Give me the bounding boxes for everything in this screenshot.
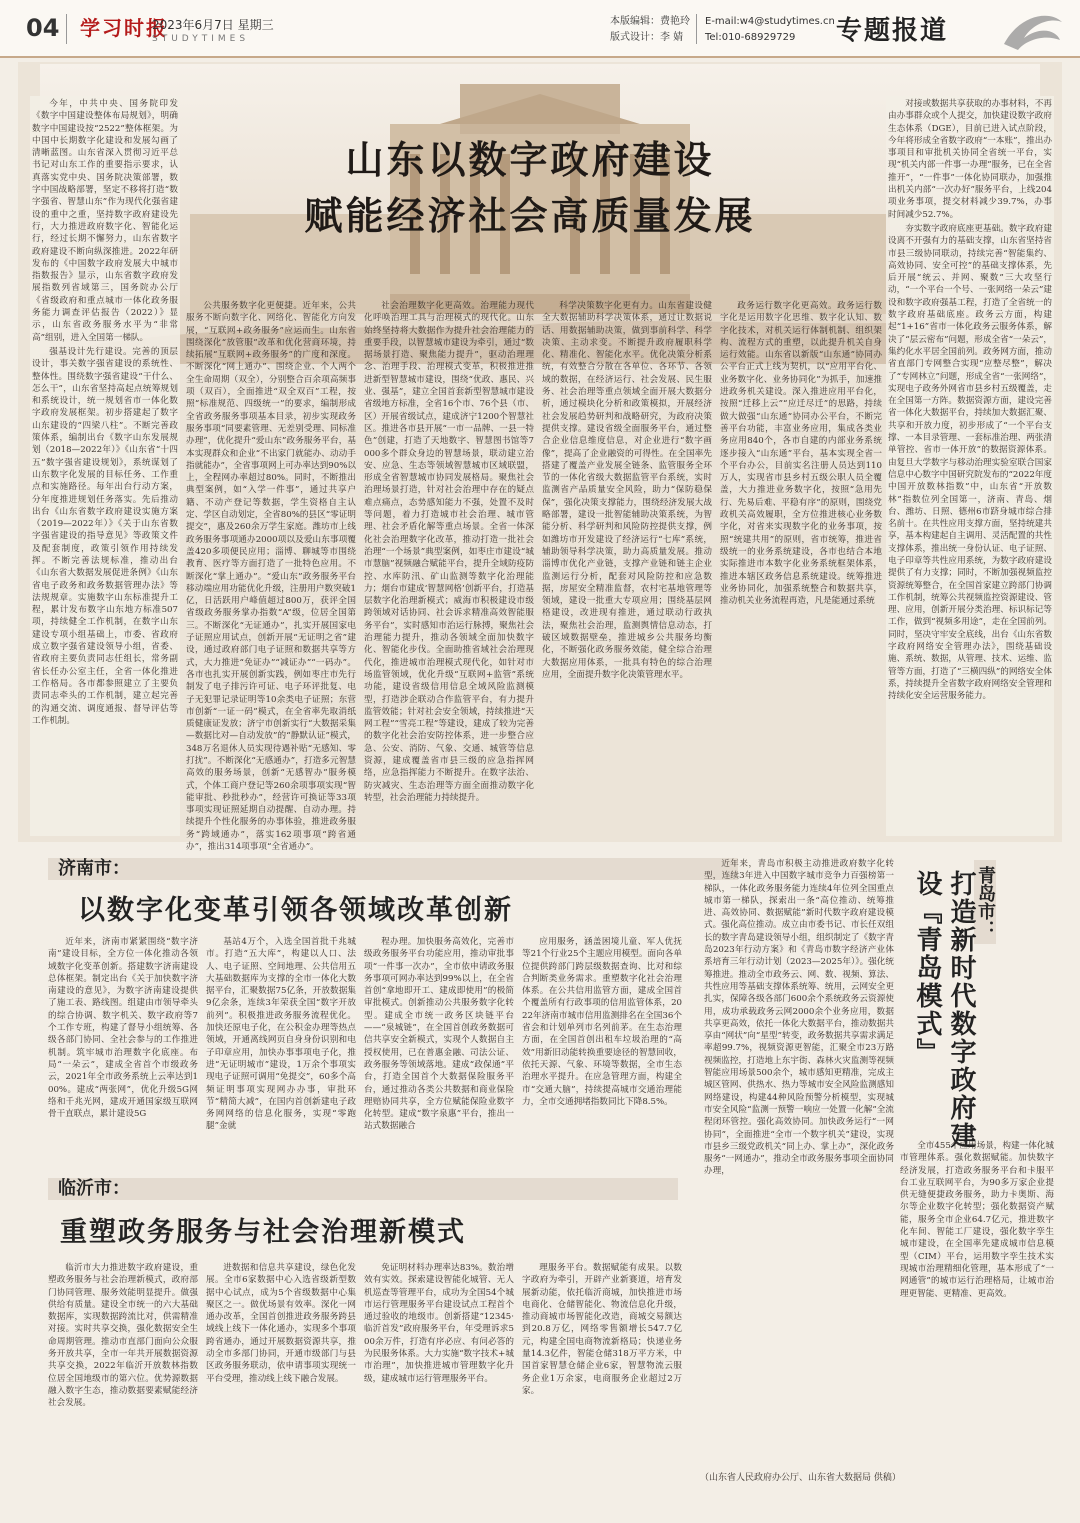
headline-line-2: 赋能经济社会高质量发展 bbox=[304, 194, 756, 238]
linyi-column-4 bbox=[522, 1262, 682, 1462]
jinan-column-3 bbox=[364, 936, 514, 1166]
jinan-column-1 bbox=[48, 936, 198, 1166]
jinan-column-2 bbox=[206, 936, 356, 1166]
linyi-column-2 bbox=[206, 1262, 356, 1462]
feature-column-1 bbox=[32, 98, 178, 833]
headline-line-1: 山东以数字政府建设 bbox=[345, 138, 715, 182]
feature-column-3 bbox=[364, 300, 534, 835]
paragraph: 程办理。加快服务高效化，完善市级政务服务平台功能应用，推动审批事项“一件事一次办”，全市依申请政务服务事项可网办率达到99%以上，在全省首创“拿地即开工、建成即使用”的极简审批模式。创新推动公共服务数字化转型。建成全市统一政务区块链平台——“泉城链”，在全国首创政务数据可信共享安全新模式，实现个人数据自主授权使用，已在普惠金融、司法公证、政务服务等领域落地。建成“政保通”平台，打造全国首个大数据保险服务平台，通过推动各类公共数据和商业保险理赔协同共享，全方位赋能保险业数字化转型。建成“数字泉惠”平台，推出一站式数据融合 bbox=[364, 937, 514, 1132]
feature-column-6 bbox=[888, 98, 1052, 833]
qingdao-column-2 bbox=[900, 1140, 1054, 1458]
email: E-mail:w4@studytimes.cn bbox=[705, 16, 835, 27]
paragraph: 科学决策数字化更有力。山东省建设健全大数据辅助科学决策体系，通过让数据说话、用数据辅助决策，做到事前科学、科学决策、主动求变。不断提升政府履职科学化、精准化、智能化水平。优化决策分析系统，有效整合分散在各单位、各环节、各领域的数据，在经济运行、社会发展、民生服务、社会治理等重点领域全面开展大数据分析，通过模块化分析和政策模拟，开展经济社会发展趋势研判和战略研究，为政府决策提供支撑。建设省级全面服务平台，通过整合企业信息维度信息，对企业进行“数字画像”，提高了企业融资的可得性。在全国率先搭建了覆盖产业发展全链条、监管服务全环节的一体化省级大数据监管平台系统，实时监测省产品质量安全风险，助力“保防稳保保”，强化决策支撑能力，围绕经济发展大战略部署，建设一批智能辅助决策系统，为智能分析、科学研判和风险防控提供支撑，例如潍坊市开发建设了经济运行“七库”系统，辅助领导科学决策，助力高质量发展。推动淄博市优化产业链，支撑产业链和链主企业监测运行分析，配套对风险防控和应急数据，房屋安全精准监督，农村宅基地管理等领域，建设一批重大专项应用；围绕基层网格建设，改进现有推进，通过联动行政执法，聚焦社会治理，监测舆情信息动态，打破区域数据壁垒，推进城乡公共服务均衡化，不断强化政务服务效能，健全综合治理大数据应用体系，一批具有特色的综合治理应用，全面提升数字化决策管理水平。 bbox=[542, 301, 712, 680]
paragraph: 理服务平台。数据赋能有成果。以数字政府为牵引，开辟产业新赛道，培育发展新动能，依托临沂商城，加快推进市场电商化、仓储智能化、物流信息化升级，推动商城市场智能化改造，商城交易额达到20.8万亿，网络零售额增长547.7亿元，构建全国电商物流新格局；快递业务量14.3亿件，智能仓储318万平方米，中国首家智慧仓储企业6家，智慧物流云服务企业1万余家，电商服务企业超过2万家。 bbox=[522, 1263, 682, 1396]
paragraph: 基站4万个，入选全国首批千兆城市。打造“五大库”，构建以人口、法人、电子证照、空间地理、公共信用五大基础数据库为支撑的全市一体化大数据平台，汇聚数据75亿条，开放数据集9亿余条，连续3年荣获全国“数字开放前列”。积极推进政务服务流程优化。加快还原电子化，在公积金办理等热点领域，开通离线网页自身身份识别和电子印章应用，加快办事事项电子化，推进“无证明城市”建设，1万余个事项实现电子证照可调用“免提交”，60多个高频证明事项实现网办办事，审批环节“精简大减”，在国内首创新建电子政务网网络的信息化服务，实现“零跑腿”金就 bbox=[206, 937, 356, 1132]
page-number: 04 bbox=[26, 14, 60, 42]
section-title: 专题报道 bbox=[836, 16, 949, 46]
editor: 本版编辑：费艳玲 bbox=[610, 16, 690, 27]
contact-info bbox=[705, 14, 835, 46]
feature-column-5 bbox=[720, 300, 882, 835]
paragraph: 近年来，济南市紧紧围绕“数字济南”建设目标，全方位一体化推动各领域数字化变革创新。搭建数字济南建设总体框架。制定出台《关于加快数字济南建设的意见》，为数字济南建设提供了施工表、路线图。组建由市领导牵头的综合协调、数字机关、数字政府等7个工作专班，构建了督导小组统筹、各级各部门协同、全社会参与的工作推进机制。筑牢城市治理数字化底座。布局“一朵云”，建成全省首个市级政务云，2021年全市政务系统上云率达到100%。建成“两张网”，优化升级5G网络和千兆光网，建成开通国家级互联网骨干直联点，累计建设5G bbox=[48, 937, 198, 1120]
masthead-sub: STUDYTIMES bbox=[152, 34, 250, 44]
section-swirl-icon bbox=[1000, 4, 1066, 52]
paragraph: 夯实数字政府底座更基础。数字政府建设离不开强有力的基础支撑，山东省坚持省市县三级协同联动，持续完善“智能集约、高效协同、安全可控”的基础支撑体系，先后开展“统云、并网、聚数”三大攻坚行动，“一个平台一个号、一张网络一朵云”建设和数字政府强基工程，打造了全省统一的数字政府基础底座。政务云方面，构建起“1+16”省市一体化政务云服务体系，解决了“层云密布”问题，形成全省“一朵云”，集约化水平居全国前列。政务网方面，推动省直部门专网整合实现“应整尽整”，解决了“专网林立”问题，形成全省“一张网络”，实现电子政务外网省市县乡村五级覆盖，走在全国第一方阵。数据资源方面，建设完善省一体化大数据平台，持续加大数据汇聚、共享和开放力度，初步形成了“一个平台支撑、一本目录管理、一套标准治理、两张清单管控、省市一体开放”的数据资源体系。由复旦大学数字与移动治理实验室联合国家信息中心数字中国研究院发布的“2022年度中国开放数林指数”中，山东省“开放数林”指数位列全国第一，济南、青岛、烟台、潍坊、日照、德州6市跻身城市综合排名前十。在共性应用支撑方面，坚持统建共享，基本构建起自主调用、灵活配置的共性支撑体系，推出统一身份认证、电子证照、电子印章等共性应用系统，为数字政府建设提供了有力支撑；同时，不断加强视频监控资源统筹整合，在全国首家建立跨部门协调工作机制，统筹公共视频监控资源建设、管理、应用，创新开展分类治理、标识标记等工作，做到“视频多用途”，走在全国前列。同时，坚决守牢安全底线，出台《山东省数字政府网络安全管理办法》，围绕基础设施、系统、数据，从管理、技术、运维、监管等方面，打造了“三横四纵”的网络安全体系，持续提升全省数字政府网络安全管理和持续化安全运营服务能力。 bbox=[888, 223, 1052, 702]
jinan-column-4 bbox=[522, 936, 682, 1166]
paragraph: 全市455个应用场景，构建一体化城市管理体系。强化数据赋能。加快数字经济发展，打造政务服务平台和卡服平台工业互联网平台，为90多万家企业提供无缝便捷政务服务，助力卡奥斯、海尔等企业数字化转型；强化数据资产赋能，服务全市企业64.7亿元，推进数字化车间、智能工厂建设，强化数字孪生城市建设，在全国率先建成城市信息模型（CIM）平台，运用数字孪生技术实现城市治理精细化管理，基本形成了“一网通管”的城市运行治理格局，让城市治理更智能、更精准、更高效。 bbox=[900, 1141, 1054, 1299]
qingdao-headline: 打造新时代数字政府建设『青岛模式』 bbox=[912, 870, 976, 1150]
paragraph: 公共服务数字化更便捷。近年来，公共服务不断向数字化、网络化、智能化方向发展，“互联网+政务服务”应运而生。山东省围绕深化“放管服”改革和优化营商环境，持续拓展“互联网+政务服务”的广度和深度。不断深化“网上通办”、围绕企业、个人两个全生命周期（双全），分别整合百余项高频事项（双百），全面推进“双全双百”工程，按照“标准规范、四级统一”的要求，编制形成全省政务服务事项基本目录，初步实现政务服务事项“同要素管理、无差别受理、同标准办理”，优化提升“爱山东”政务服务平台，基本实现群众和企业“不出家门就能办、动动手指就能办”，全省事项网上可办率达到90%以上，全程网办率超过80%。同时，不断推出典型案例，如“入学一件事”，通过共享户籍、不动产登记等数据，学生资格自主认定、学区自动划定，全省80%的县区“零证明提交”，惠及260余万学生家庭。潍坊市上线政务服务事项通办2000项以及爱山东事项覆盖420多项便民应用；淄博、聊城等市围绕教育、医疗等方面打造了一批特色应用。不断深化“掌上通办”。“爱山东”政务服务平台移动端应用功能优化升级，注册用户数突破1亿，日活跃用户峰值超过800万，获评全国省级政务服务掌办指数“A”级，位居全国第三。不断深化“无证通办”，扎实开展国家电子证照应用试点，创新开展“无证明之省”建设，通过政府部门电子证照和数据共享等方式，大力推进“免证办”“减证办”“一码办”。各市也扎实开展创新实践，例如枣庄市先行制发了电子排污许可证、电子环评批复、电子无犯罪记录证明等10余类电子证照；东营市创新“一证一码”模式，在全省率先取消纸质健康证发放；济宁市创新实行“大数据采集—数据比对—自动发放”的“静默认证”模式，348万名退休人员实现待遇补贴“无感知、零打扰”。不断深化“无感通办”，打造多元智慧高效的服务场景，创新“无感智办”服务模式，个体工商户登记等260余项事项实现“智能审批、秒批秒办”，经营许可换证等33项事项实现证照延期自动提醒、自动办理。持续提升个性化服务的办事体验，推进政务服务“跨域通办”，落实162项事项“跨省通办”，推出314项事项“全省通办”。 bbox=[186, 301, 356, 853]
paragraph: 进数据和信息共享建设，绿色化发展。全市6家数据中心入选省级新型数据中心试点，成为5个省级数据中心集聚区之一。做优场景有效率。深化一网通办改革，全国首创推进政务服务跨县域线上线下一体化通办，实现多个事项跨省通办，通过开展数据资源共享，推动全市多部门协同，开通市级部门与县区政务服务联动，依申请事项实现统一平台受理，推动线上线下融合发展。 bbox=[206, 1263, 356, 1384]
paragraph: 社会治理数字化更高效。治理能力现代化呼唤治理工具与治理模式的现代化。山东始终坚持将大数据作为提升社会治理能力的重要手段，以智慧城市建设为牵引，通过“数据场景打造、聚焦能力提升”，驱动治理理念、治理手段、治理模式变革，积极推进推进新型智慧城市建设，围绕“优政、惠民、兴业、强基”，建立全国首套新型智慧城市建设省级地方标准，全省16个市、76个县（市、区）开展省级试点，建成济宁1200个智慧社区。推进各市县开展“一市一品牌、一县一特色”创建，打造了天地数字、智慧图书馆等7000多个群众身边的智慧场景，联动建立治安、应急、生态等领域智慧城市区域联盟，形成全省智慧城市协同发展格局。聚焦社会治理场景打造，针对社会治理中存在的疑点难点痛点，态势感知能力不强，处置不及时等问题，着力打造城市社会治理、城市管理、社会矛盾化解等重点场景。全省一体深化社会治理数字化改革，推动打造一批社会治理“一个场景”典型案例，如枣庄市建设“城市慧脑”视频融合赋能平台，提升全域防疫防控、水库防汛、矿山监测等数字化治理能力；烟台市建成‘智慧网格’创新平台，打造基层数字化治理新模式；威海市积极建设市级跨领域对话协同、社会诉求精准高效智能服务平台”，实时感知市治运行脉搏，聚焦社会治理能力提升，推动各领域全面加快数字化、智能化步伐。全面助推省域社会治理现代化，推进城市治理模式现代化，如针对市场监管领域，优化升级“互联网+监管”系统功能，建设省级信用信息全域风险监测模型，打造涉企联动合作监管平台，有力提升监管效能；针对社会安全领域，持续推进“天网工程”“雪亮工程”等建设，建成了较为完善的数字化社会治安防控体系，进一步整合应急、公安、消防、气象、交通、城管等信息资源，建成覆盖省市县三级的应急指挥网络，应急指挥能力不断提升。在数字法治、防灾减灾、生态治理等方面全面推动数字化转型，社会治理能力持续提升。 bbox=[364, 301, 534, 803]
masthead: 学习时报 bbox=[80, 16, 168, 40]
feature-headline bbox=[150, 132, 910, 244]
linyi-label: 临沂市： bbox=[48, 1178, 678, 1200]
feature-column-4 bbox=[542, 300, 712, 835]
paragraph: 强基设计先行建设。完善的顶层设计，事关数字强省建设的系统性、整体性。围绕数字强省建设“干什么、怎么干”，山东省坚持高起点统筹规划和系统设计，统一规划省市一体化数字政府发展框架。初步搭建起了数字山东建设的“四梁八柱”。不断完善政策体系，编制出台《数字山东发展规划（2018—2022年）》《山东省“十四五”数字强省建设规划》，系统谋划了山东数字化发展的目标任务、工作重点和实施路径。每年出台行动方案，分年度推进规划任务落实。先后推动出台《山东省数字政府建设实施方案（2019—2022年）》《关于山东省数字强省建设的指导意见》等政策文件及配套制度，政策引领作用持续发挥。不断完善法规标准，推动出台《山东省大数据发展促进条例》《山东省电子政务和政务数据管理办法》等法规规章。实施数字山东标准提升工程，累计发布数字山东地方标准507项，持续健全工作机制，在数字山东建设专项小组基础上，市委、省政府成立数字强省建设领导小组，省委、省政府主要负责同志任组长，常务副省长任办公室主任，全省一体化推进工作格局。各市都参照建立了主要负责同志牵头的工作机制，建立起完善的沟通交流、调度通报、督导评估等工作机制。 bbox=[32, 346, 178, 726]
paragraph: 近年来，青岛市积极主动推进政府数字化转型，连续3年进入中国数字城市竞争力百强榜第一梯队，一体化政务服务能力连续4年位列全国重点城市第一梯队，探索出一条“高位推动、统筹推进、高效协同、数据赋能”新时代数字政府建设模式。强化高位推动。成立由市委书记、市长任双组长的数字青岛建设领导小组，组织制定了《数字青岛2023年行动方案》和《青岛市数字经济产业体系培育三年行动计划（2023—2025年）》。强化统筹推进。推动全市政务云、网、数、视频、算法、共性应用等基础支撑体系统筹、统用，云网安全更扎实，保障各级各部门600余个系统政务云资源使用，成功承载政务云网2000余个业务应用，数据共享更高效，依托一体化大数据平台，推动数据共享由“网状”向“星型”转变，政务数据共享需求满足率超99.7%，视频资源更智能，汇聚全市23万路视频监控，打造地上东宇街、森林火灾监测等视频智能应用场景500余个，城市感知更精准，完成主城区管网、供热水、热力等城市安全风险监测感知网络建设，构建44种风险预警分析模型，实现城市安全风险“监测一预警一响应一处置一化解”全流程闭环管控。强化高效协同。加快政务运行“一网协同”，全面推进“全市一个数字机关”建设，实现市县乡三级党政机关“同上办、掌上办”，深化政务服务“一网通办”，推动全市政务服务事项全面协同办理， bbox=[704, 859, 894, 1177]
issue-date: 2023年6月7日 星期三 bbox=[152, 18, 274, 32]
editor-credits bbox=[610, 14, 690, 46]
paragraph: 临沂市大力推进数字政府建设，重塑政务服务与社会治理新模式，政府部门协同管理、服务效能明显提升。做强供给有质量。建设全市统一的六大基础数据库，实现数据跨流比对，供需精准对接。实时共享交换，强化数据安全生命周期管理。推动市直部门面向公众服务开放共享，全市一年共开展数据资源共享交换，2022年临沂开放数林指数位居全国地级市的第六位。优势源数据融入数字生态，推动数据要素赋能经济社会发展。 bbox=[48, 1263, 198, 1409]
paragraph: 政务运行数字化更高效。政务运行数字化是运用数字化思维、数字化认知、数字化技术，对机关运行体制机制、组织架构、流程方式的重塑，以此提升机关自身运行效能。山东省以新版“山东通”协同办公平台正式上线为契机，以“应用平台化、业务数字化、业务协同化”为抓手，加速推进政务机关建设。深入推进应用平台化，按照“迁移上云”“应迁尽迁”的思路，持续做大做强“山东通”协同办公平台，不断完善平台功能，丰富业务应用，集成各类业务应用840个，各市自建的内部业务系统逐步接入“山东通”平台，基本实现全省一个平台办公，目前实名注册人员达到110万人，实现省市县乡村五级公职人员全覆盖，大力推进业务数字化，按照“急用先行、先易后难、平稳有序”的原则，围绕党政机关高效履职，全方位推进核心业务数字化，对省来实现数字化的业务事项，按照“统建共用”的原则，省市统筹，推进省级统一的业务系统建设，各市也结合本地实际推进市本数字化业务系统框架体系，推进本辖区政务信息系统建设。统筹推进业务协同化，加强系统整合和数据共享，推动机关业务流程再造，凡是能通过系统 bbox=[720, 301, 882, 607]
linyi-headline: 重塑政务服务与社会治理新模式 bbox=[60, 1217, 466, 1248]
header-divider bbox=[66, 14, 67, 44]
paragraph: 对接或数据共享获取的办事材料，不再由办事群众或个人提交，加快建设数字政府生态体系（DGE），目前已进入试点阶段，今年将形成全省数字政府“一本账”，推出办事项目和审批机关协同全省统一平台，实现“机关内部一件事一办理”服务，已在全省推开”，“一件事”一体化协同联办，加强推出机关内部“一次办好”服务平台，上线204项业务事项，提交材料减少39.7%，办事时间减少52.7%。 bbox=[888, 99, 1052, 220]
header-divider-2 bbox=[696, 14, 697, 44]
qingdao-label: 青岛市： bbox=[974, 860, 996, 944]
qingdao-column-1 bbox=[704, 858, 894, 1458]
jinan-headline: 以数字化变革引领各领域改革创新 bbox=[78, 895, 513, 926]
feature-column-2 bbox=[186, 300, 356, 853]
tel: Tel:010-68929729 bbox=[705, 32, 796, 43]
paragraph: 今年，中共中央、国务院印发《数字中国建设整体布局规划》，明确数字中国建设按“2522”整体框架。为中国中长期数字化建设和发展勾画了清晰蓝图。山东省深入贯彻习近平总书记对山东工作的重要指示要求，认真落实党中央、国务院决策部署，数字中国战略部署，坚定不移将打造“数字强省、智慧山东”作为现代化强省建设的重中之重，坚持数字政府建设先行，大力推进政府数字化、智能化运行，经过长期不懈努力，山东省数字政府建设不断向纵深推进。2022年研发布的《中国数字政府发展大中城市指数报告》显示，山东省数字政府发展指数列省域第三，国务院办公厅《省级政府和重点城市一体化政务服务能力调查评估报告（2022）》显示，山东省政务服务水平为“非常高”组别，进入全国第一梯队。 bbox=[32, 99, 178, 343]
jinan-label: 济南市： bbox=[48, 858, 738, 880]
linyi-column-1 bbox=[48, 1262, 198, 1462]
source-credit: （山东省人民政府办公厅、山东省大数据局 供稿） bbox=[700, 1473, 901, 1483]
paragraph: 免证明材料办理率达83%。数治增效有实效。探索建设智能化城管、无人机巡查等管理平台，成功为全国54个城市运行管理服务平台建设试点工程首个通过验收的地级市。创新搭建“12345·临沂首发”政府服务平台，年受理诉求500余万件，打造有序必应、有问必答的为民服务体系。大力实施“数字技术+城市治理”，加快推进城市管理数字化升级，建成城市运行管理服务平台。 bbox=[364, 1263, 514, 1384]
paragraph: 应用服务，涵盖困境儿童、军人优抚等21个行业25个主题应用模型。面向各单位提供跨部门跨层级数据查询、比对和综合判断类业务需求。重塑数字化社会治理体系。在公共信用监管方面，建成全国首个覆盖所有行政事项的信用监管体系，2022年济南市城市信用监测排名在全国36个省会和计划单列市名列前茅。在生态治理方面，在全国首创出租车垃圾治理的“高效”用新旧动能转换重要途径的智慧回收，依托天源、气象、环境等数据，全市生态治理水平提升。在应急管理方面，构建全市“交通大脑”，持续提高城市交通治理能力，全市交通拥堵指数同比下降8.5%。 bbox=[522, 937, 682, 1107]
linyi-column-3 bbox=[364, 1262, 514, 1462]
designer: 版式设计：李 婧 bbox=[610, 32, 684, 43]
